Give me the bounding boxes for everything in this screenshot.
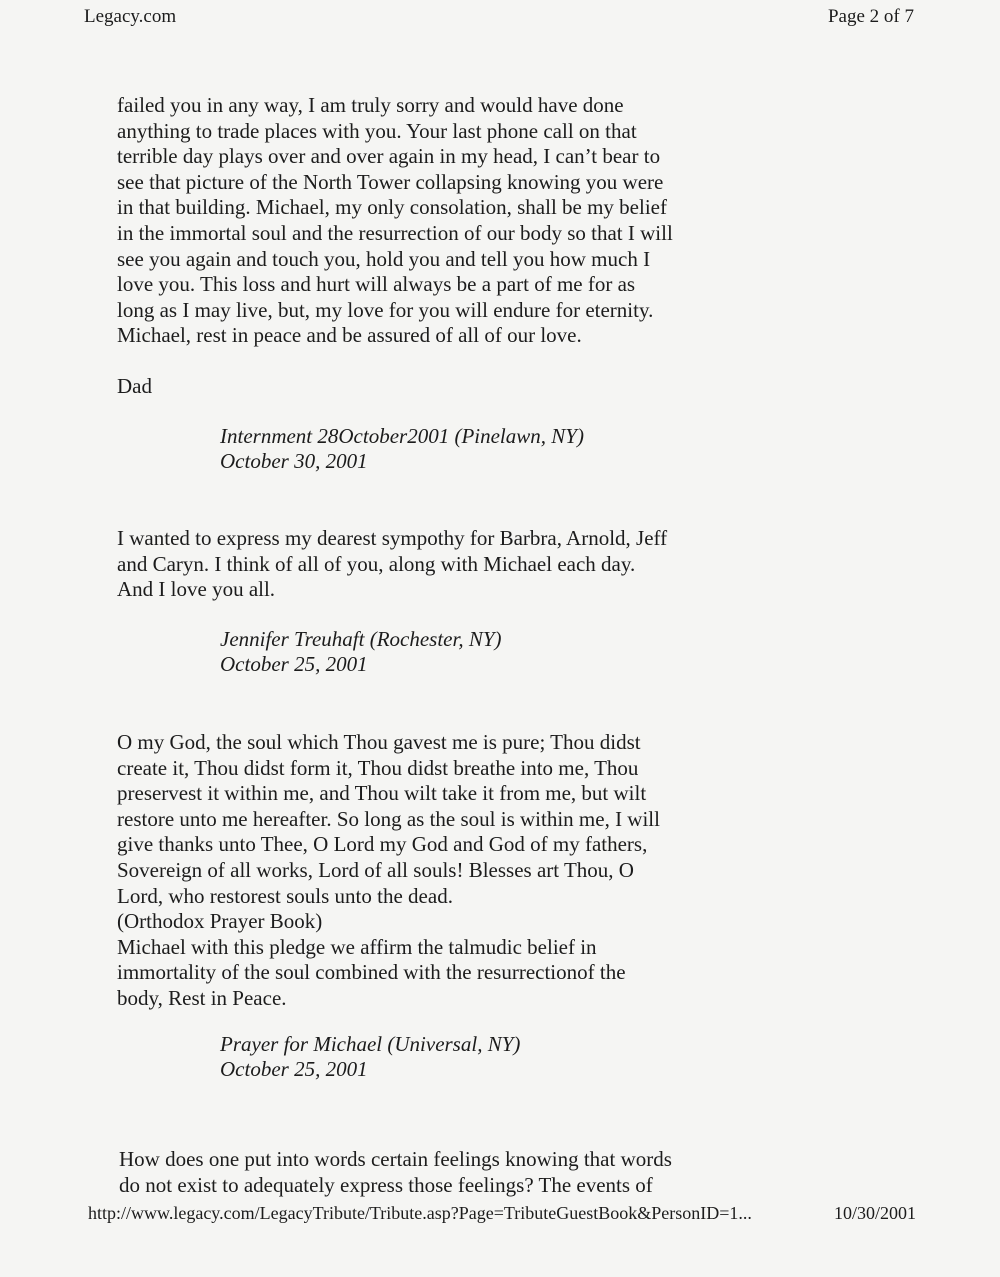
guestbook-entry-signature: Internment 28October2001 (Pinelawn, NY): [220, 424, 584, 448]
guestbook-entry-message: I wanted to express my dearest sympothy for Barbra, Arnold, Jeff and Caryn. I think of all of you, along with Michael each day. And I love you all.: [117, 526, 668, 602]
print-date: 10/30/2001: [833, 1203, 916, 1223]
guestbook-entry-date: October 25, 2001: [220, 652, 368, 676]
guestbook-entry-date: October 25, 2001: [220, 1057, 368, 1081]
page-url: http://www.legacy.com/LegacyTribute/Tribute.asp?Page=TributeGuestBook&PersonID=1...: [88, 1203, 752, 1223]
guestbook-entry-closing: Dad: [117, 374, 152, 398]
site-name: Legacy.com: [84, 6, 177, 27]
guestbook-entry-signature-block: [220, 1032, 520, 1082]
guestbook-entry-message: O my God, the soul which Thou gavest me is pure; Thou didst create it, Thou didst form it, Thou didst breathe into me, Thou preservest it within me, and Thou wilt take it from me, but wilt restore unto me hereafter. So long as the soul is within me, I will give thanks unto Thee, O Lord my God and God of my fathers, Sovereign of all works, Lord of all souls! Blesses art Thou, O Lord, who restorest souls unto the dead. (Orthodox Prayer Book) Michael with this pledge we affirm the talmudic belief in immortality of the soul combined with the resurrectionof the body, Rest in Peace.: [117, 730, 660, 1010]
guestbook-entry-message: failed you in any way, I am truly sorry and would have done anything to trade places with you. Your last phone call on that terrible day plays over and over again in my head, I can’t bear to see that picture of the North Tower collapsing knowing you were in that building. Michael, my only consolation, shall be my belief in the immortal soul and the resurrection of our body so that I will see you again and touch you, hold you and tell you how much I love you. This loss and hurt will always be a part of me for as long as I may live, but, my love for you will endure for eternity. Michael, rest in peace and be assured of all of our love.: [117, 93, 673, 348]
guestbook-entry-signature: Prayer for Michael (Universal, NY): [220, 1032, 521, 1056]
guestbook-entry-message: How does one put into words certain feelings knowing that words do not exist to adequately express those feelings? The events of: [119, 1147, 672, 1197]
guestbook-entry-signature-block: [220, 627, 502, 677]
guestbook-entry-signature: Jennifer Treuhaft (Rochester, NY): [220, 627, 502, 651]
guestbook-entry-date: October 30, 2001: [220, 449, 368, 473]
page-indicator: Page 2 of 7: [827, 6, 914, 27]
guestbook-entry-signature-block: [220, 424, 584, 474]
